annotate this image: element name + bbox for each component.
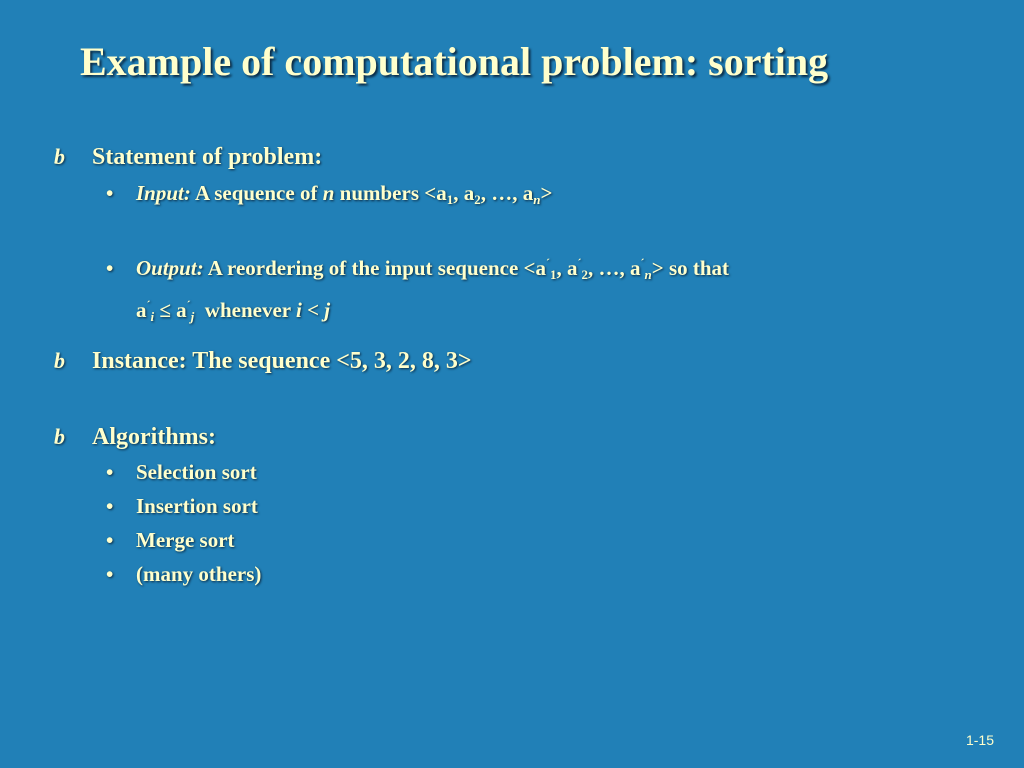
input-subscript: n [533,192,541,207]
algorithm-label: (many others) [136,562,262,586]
sub-bullet-icon: • [106,528,114,552]
input-text: , …, a [480,181,534,205]
page-number: 1-15 [965,732,994,748]
condition-var: j [324,298,331,322]
bullet-icon: b [54,144,65,169]
condition-var: i [295,298,302,322]
condition-prime: ´ [146,298,151,312]
bullet-algorithms [54,424,216,451]
condition-prime: ´ [186,298,191,312]
output-prime: ´ [577,256,582,270]
sub-bullet-icon: • [106,494,114,518]
output-prime: ´ [640,256,645,270]
instance-text: Instance: The sequence <5, 3, 2, 8, 3> [92,348,472,374]
input-text: , a [453,181,475,205]
output-prime: ´ [546,256,551,270]
output-text: , …, a [588,256,641,280]
sub-bullet-icon: • [106,256,114,280]
sub-bullet-input [106,181,552,208]
algorithm-label: Selection sort [136,460,257,484]
sub-bullet-icon: • [106,460,114,484]
condition-subscript: i [150,309,155,324]
output-subscript: 1 [550,267,557,282]
algorithm-item [106,460,257,485]
sub-bullet-icon: • [106,181,114,205]
output-label: Output: [136,256,204,280]
algorithms-heading: Algorithms: [92,424,216,450]
slide-title: Example of computational problem: sorting [80,39,829,84]
output-text: A reordering of the input sequence <a [203,256,547,280]
condition-text: a [136,298,147,322]
bullet-icon: b [54,348,65,373]
sub-bullet-icon: • [106,562,114,586]
output-subscript: n [644,267,652,282]
statement-heading: Statement of problem: [92,144,323,170]
bullet-instance [54,348,472,375]
bullet-icon: b [54,424,65,449]
algorithm-item [106,562,261,587]
algorithm-item [106,494,258,519]
condition-text: whenever [194,298,296,322]
condition-subscript: j [190,309,195,324]
input-text: numbers <a [334,181,447,205]
algorithm-item [106,528,235,553]
output-subscript: 2 [581,267,589,282]
bullet-statement [54,144,322,171]
input-label: Input: [136,181,191,205]
output-text: , a [556,256,578,280]
algorithm-label: Merge sort [136,528,235,552]
output-condition [136,290,729,332]
input-subscript: 2 [474,192,481,207]
input-text: > [540,181,553,205]
input-text: A sequence of [190,181,323,205]
sub-bullet-output [106,248,729,332]
algorithm-label: Insertion sort [136,494,258,518]
condition-text: ≤ a [154,298,187,322]
condition-text: < [301,298,325,322]
input-var-n: n [322,181,335,205]
input-subscript: 1 [446,192,454,207]
output-text: > so that [651,256,730,280]
